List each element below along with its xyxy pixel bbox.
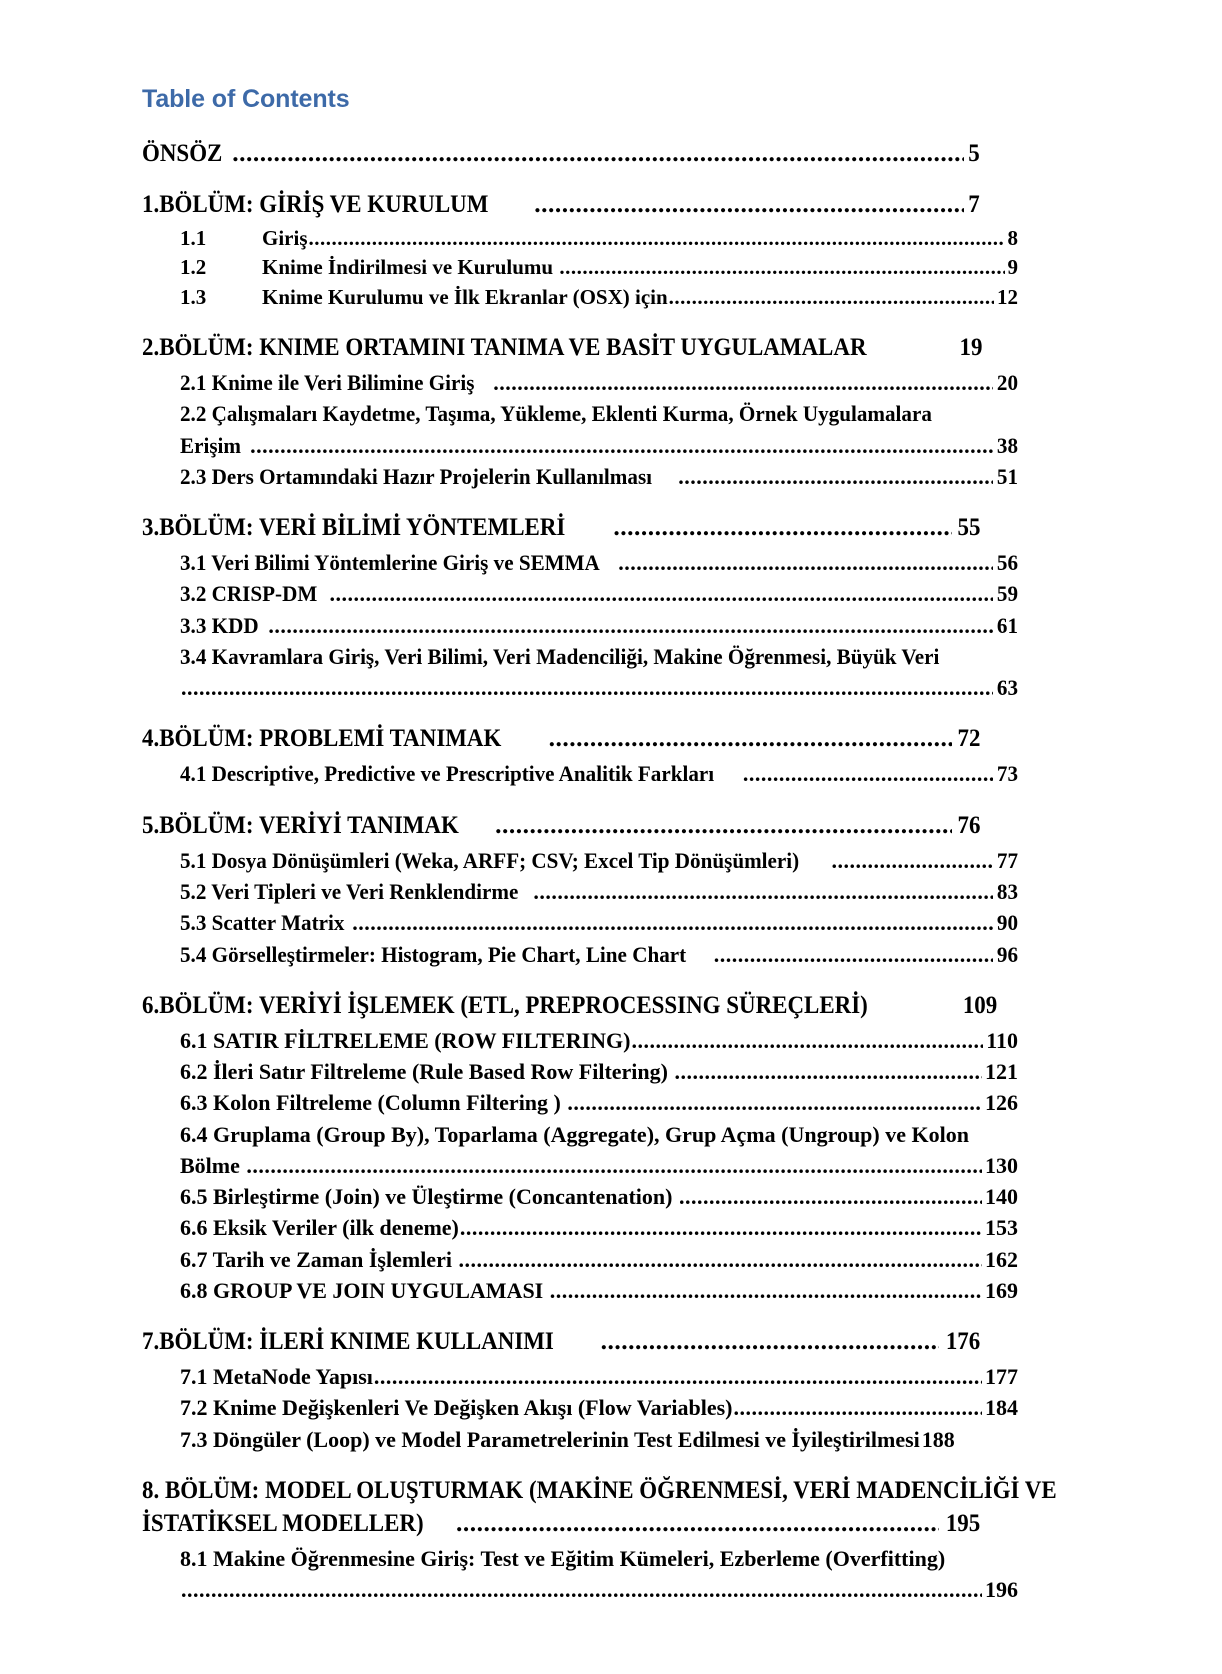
toc-entry-label: 3.4 Kavramlara Giriş, Veri Bilimi, Veri Madenciliği, Makine Öğrenmesi, Büyük Veri [180,643,940,669]
dot-leader [493,372,993,394]
toc-entry-6-2[interactable] [142,1056,1018,1087]
dot-leader [458,1249,982,1271]
dot-leader [456,1510,939,1536]
dot-leader [268,615,993,637]
toc-entry-page: 76 [957,809,980,839]
toc-entry-label: 6.8 GROUP VE JOIN UYGULAMASI [180,1277,549,1303]
toc-entry-label: 2.BÖLÜM: KNIME ORTAMINI TANIMA VE BASİT UYGULAMALAR [142,331,873,361]
dot-leader [669,287,994,308]
toc-entry-page: 51 [996,463,1018,489]
toc-entry-label-cont: Bölme [180,1152,246,1178]
toc-entry-page: 109 [962,989,998,1019]
toc-entry-7-3[interactable] [142,1424,1018,1455]
dot-leader [559,257,1004,278]
dot-leader [733,1397,982,1419]
dot-leader [679,1186,982,1208]
toc-entry-label: 6.1 SATIR FİLTRELEME (ROW FILTERING) [180,1027,631,1053]
toc-entry-page: 63 [996,675,1018,701]
dot-leader [601,1328,939,1354]
toc-entry-6-7[interactable] [142,1244,1018,1275]
toc-entry-page: 195 [945,1508,980,1538]
dot-leader [374,1366,982,1388]
toc-entry-page: 8 [1007,225,1018,250]
toc-entry-page: 130 [985,1152,1018,1178]
toc-entry-label: 6.2 İleri Satır Filtreleme (Rule Based Row Filtering) [180,1059,674,1085]
toc-entry-page: 12 [997,284,1018,309]
toc-entry-label: 7.1 MetaNode Yapısı [180,1364,373,1390]
dot-leader [743,763,993,785]
dot-leader [549,725,952,751]
toc-entry-page: 169 [985,1277,1018,1303]
toc-entry-page: 184 [985,1395,1018,1421]
toc-entry-page: 162 [985,1246,1018,1272]
toc-entry-label: 2.3 Ders Ortamındaki Hazır Projelerin Kullanılması [180,463,658,489]
toc-entry-label: Knime Kurulumu ve İlk Ekranlar (OSX) için [262,284,668,309]
toc-entry-label: 3.3 KDD [180,612,264,638]
toc-entry-page: 56 [996,550,1018,576]
toc-entry-7-2[interactable] [142,1392,1018,1423]
toc-entry-page: 9 [1007,255,1018,280]
toc-entry-label: 1.BÖLÜM: GİRİŞ VE KURULUM [142,188,495,218]
dot-leader [678,466,993,488]
toc-entry-6-6[interactable] [142,1212,1018,1243]
toc-entry-3-4[interactable] [142,641,1018,703]
toc-entry-number: 1.3 [180,284,207,309]
toc-list [142,136,1057,1606]
toc-entry-label: Knime İndirilmesi ve Kurulumu [262,255,559,280]
toc-entry-label: 5.BÖLÜM: VERİYİ TANIMAK [142,809,459,839]
toc-entry-label: 7.BÖLÜM: İLERİ KNIME KULLANIMI [142,1326,554,1356]
toc-entry-chapter-8[interactable] [142,1473,1057,1539]
toc-entry-page: 140 [985,1184,1018,1210]
toc-entry-label: 6.7 Tarih ve Zaman İşlemleri [180,1246,458,1272]
toc-entry-page: 72 [957,723,980,753]
toc-entry-label: 5.4 Görselleştirmeler: Histogram, Pie Chart, Line Chart [180,941,692,967]
toc-entry-label: 7.3 Döngüler (Loop) ve Model Parametrelerinin Test Edilmesi ve İyileştirilmesi [180,1426,920,1452]
toc-entry-2-1[interactable] [142,367,1018,398]
toc-entry-chapter-3[interactable] [142,510,980,543]
toc-entry-page: 177 [985,1364,1018,1390]
toc-entry-chapter-5[interactable] [142,808,980,841]
toc-entry-label: 5.3 Scatter Matrix [180,910,345,936]
toc-entry-chapter-2[interactable] [142,330,983,363]
toc-entry-6-4[interactable] [142,1119,1018,1181]
dot-leader [495,812,951,838]
dot-leader [309,228,1005,249]
toc-entry-label: 3.2 CRISP-DM [180,581,323,607]
toc-entry-chapter-7[interactable] [142,1324,980,1357]
toc-entry-page: 96 [996,941,1018,967]
toc-entry-label: 6.3 Kolon Filtreleme (Column Filtering ) [180,1090,567,1116]
toc-entry-1-1[interactable] [142,224,1018,253]
toc-entry-page: 7 [968,188,980,218]
dot-leader [246,1155,982,1177]
toc-entry-label: 2.2 Çalışmaları Kaydetme, Taşıma, Yükleme, Eklenti Kurma, Örnek Uygulamalara [180,401,932,427]
dot-leader [632,1030,984,1052]
dot-leader [534,191,964,217]
toc-entry-6-3[interactable] [142,1087,1018,1118]
toc-entry-label: 4.BÖLÜM: PROBLEMİ TANIMAK [142,723,508,753]
dot-leader [618,552,993,574]
toc-entry-1-2[interactable] [142,253,1018,282]
dot-leader [550,1280,982,1302]
toc-entry-page: 61 [996,612,1018,638]
dot-leader [250,435,993,457]
toc-entry-8-1[interactable] [142,1543,1018,1605]
dot-leader [714,944,993,966]
dot-leader [181,1579,982,1601]
toc-entry-label: 8.1 Makine Öğrenmesine Giriş: Test ve Eğitim Kümeleri, Ezberleme (Overfitting) [180,1546,946,1572]
toc-entry-label: 6.BÖLÜM: VERİYİ İŞLEMEK (ETL, PREPROCESSING SÜREÇLERİ) [142,989,874,1019]
toc-entry-label: 5.1 Dosya Dönüşümleri (Weka, ARFF; CSV; Excel Tip Dönüşümleri) [180,847,805,873]
toc-entry-page: 176 [945,1326,980,1356]
toc-entry-label: 3.BÖLÜM: VERİ BİLİMİ YÖNTEMLERİ [142,512,566,542]
toc-entry-label: Giriş [262,225,308,250]
toc-entry-label: 6.4 Gruplama (Group By), Toparlama (Aggregate), Grup Açma (Ungroup) ve Kolon [180,1121,969,1147]
toc-entry-number: 1.2 [180,255,207,280]
toc-entry-label: 3.1 Veri Bilimi Yöntemlerine Giriş ve SEMMA [180,550,600,576]
toc-entry-page: 38 [996,432,1018,458]
dot-leader [533,881,993,903]
toc-entry-2-2[interactable] [142,398,1018,460]
toc-entry-label: 5.2 Veri Tipleri ve Veri Renklendirme [180,879,519,905]
toc-entry-5-1[interactable] [142,845,1018,876]
toc-entry-3-3[interactable] [142,610,1018,641]
toc-entry-chapter-4[interactable] [142,721,980,754]
dot-leader [352,912,993,934]
toc-entry-page: 83 [996,879,1018,905]
dot-leader [181,677,993,699]
dot-leader [567,1092,982,1114]
toc-entry-5-4[interactable] [142,939,1018,970]
toc-entry-5-3[interactable] [142,907,1018,938]
toc-entry-label: 7.2 Knime Değişkenleri Ve Değişken Akışı (Flow Variables) [180,1395,733,1421]
toc-entry-page: 55 [957,512,980,542]
toc-entry-page: 90 [996,910,1018,936]
dot-leader [460,1217,982,1239]
toc-entry-6-1[interactable] [142,1025,1018,1056]
dot-leader [232,140,964,166]
dot-leader [613,514,951,540]
toc-entry-chapter-1[interactable] [142,187,980,220]
toc-entry-6-8[interactable] [142,1275,1018,1306]
toc-entry-label-cont: İSTATİKSEL MODELLER) [142,1508,424,1538]
toc-entry-page: 153 [985,1215,1018,1241]
toc-entry-3-1[interactable] [142,547,1018,578]
dot-leader [674,1061,982,1083]
toc-entry-label: 2.1 Knime ile Veri Bilimine Giriş [180,370,480,396]
toc-entry-2-3[interactable] [142,461,1018,492]
toc-entry-page: 196 [985,1577,1018,1603]
toc-entry-7-1[interactable] [142,1361,1018,1392]
toc-entry-6-5[interactable] [142,1181,1018,1212]
toc-entry-page: 5 [968,137,980,167]
toc-entry-page: 110 [986,1027,1018,1053]
toc-entry-label: ÖNSÖZ [142,137,223,167]
toc-entry-page: 19 [959,331,983,361]
dot-leader [831,850,993,872]
toc-entry-page: 126 [985,1090,1018,1116]
toc-entry-label: 6.5 Birleştirme (Join) ve Üleştirme (Concantenation) [180,1184,678,1210]
toc-entry-page: 20 [996,370,1018,396]
toc-entry-page: 73 [996,761,1018,787]
toc-entry-page: 59 [996,581,1018,607]
toc-entry-label: 6.6 Eksik Veriler (ilk deneme) [180,1215,459,1241]
toc-entry-onsoz[interactable] [142,136,980,169]
dot-leader [330,583,994,605]
toc-entry-label: 8. BÖLÜM: MODEL OLUŞTURMAK (MAKİNE ÖĞRENMESİ, VERİ MADENCİLİĞİ VE [142,1474,1057,1504]
toc-entry-page: 121 [985,1059,1018,1085]
toc-entry-label-cont: Erişim [180,432,247,458]
toc-entry-chapter-6[interactable] [142,988,998,1021]
toc-entry-5-2[interactable] [142,876,1018,907]
toc-entry-3-2[interactable] [142,578,1018,609]
toc-entry-page: 188 [921,1426,955,1452]
page-title: Table of Contents [142,85,350,113]
toc-entry-number: 1.1 [180,225,207,250]
toc-entry-1-3[interactable] [142,283,1018,312]
toc-entry-4-1[interactable] [142,758,1018,789]
toc-entry-label: 4.1 Descriptive, Predictive ve Prescriptive Analitik Farkları [180,761,720,787]
toc-entry-page: 77 [996,847,1018,873]
